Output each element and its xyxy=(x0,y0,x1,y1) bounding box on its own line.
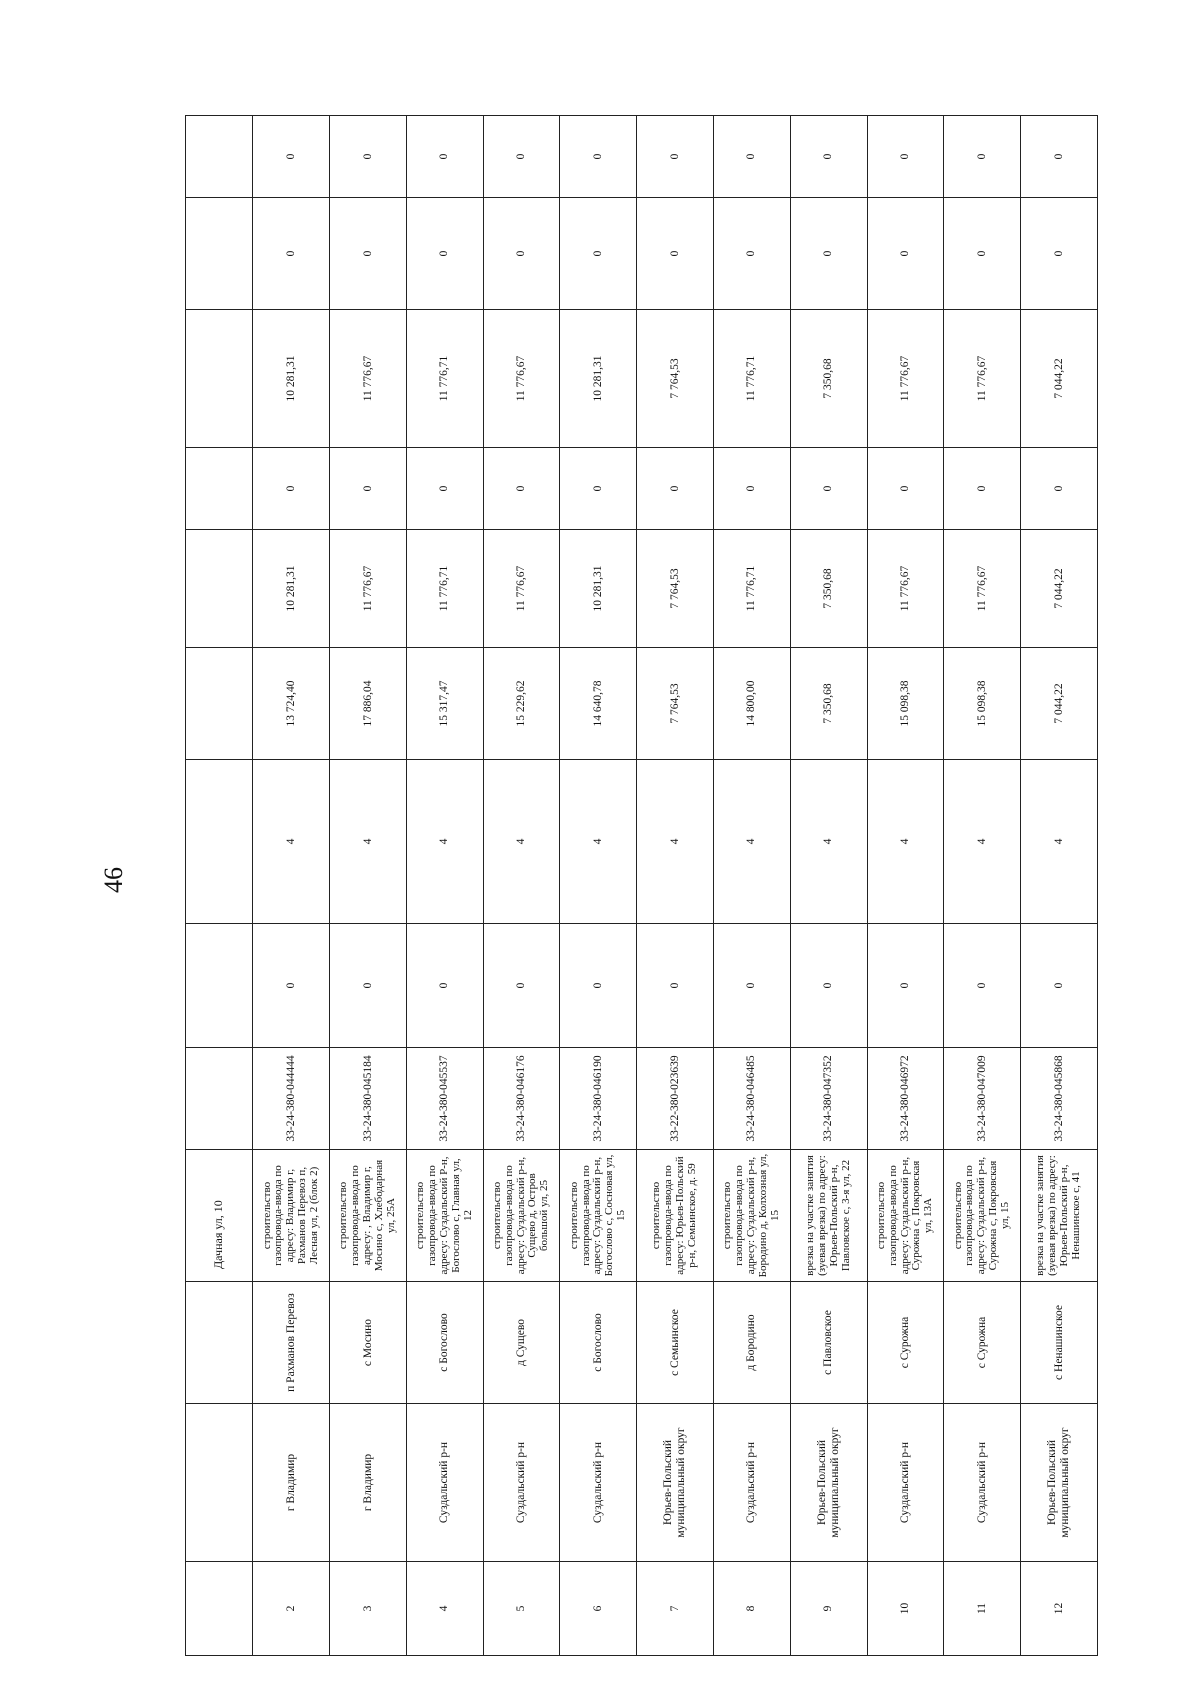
table-cell xyxy=(186,1404,253,1562)
value-cell: 0 xyxy=(253,924,330,1048)
district-cell: г Владимир xyxy=(253,1404,330,1562)
value-cell: 4 xyxy=(406,760,483,924)
document-table-rotated xyxy=(185,116,1098,1656)
value-cell: 4 xyxy=(714,760,791,924)
locality-cell: с Сурожна xyxy=(944,1282,1021,1404)
description-cell: строительство газопровода-ввода по адресу: Суздальский Р-н, Богослово с, Главная ул, 12 xyxy=(406,1150,483,1282)
cadastral-number-cell: 33-24-380-044444 xyxy=(253,1048,330,1150)
district-cell: Суздальский р-н xyxy=(560,1404,637,1562)
value-cell: 0 xyxy=(560,924,637,1048)
row-number-cell: 8 xyxy=(714,1562,791,1656)
value-cell: 0 xyxy=(483,116,560,198)
amount-cell: 14 640,78 xyxy=(560,648,637,760)
row-number-cell: 10 xyxy=(867,1562,944,1656)
table-cell xyxy=(186,924,253,1048)
locality-cell: д Сущево xyxy=(483,1282,560,1404)
value-cell: 0 xyxy=(483,198,560,310)
amount-cell: 14 800,00 xyxy=(714,648,791,760)
value-cell: 0 xyxy=(406,448,483,530)
value-cell: 0 xyxy=(944,924,1021,1048)
value-cell: 0 xyxy=(867,448,944,530)
description-cell: врезка на участке занятия (зуевая врезка) по адресу: Юрьев-Польский р-н, Павловское с, 3-я ул, 22 xyxy=(790,1150,867,1282)
value-cell: 4 xyxy=(483,760,560,924)
description-cell: строительство газопровода-ввода по адресу: Владимир г, Рахманов Перевоз п, Лесная ул, 2 (блок 2) xyxy=(253,1150,330,1282)
value-cell: 0 xyxy=(1021,924,1098,1048)
value-cell: 4 xyxy=(944,760,1021,924)
value-cell: 0 xyxy=(560,116,637,198)
table-row xyxy=(637,116,714,1656)
value-cell: 0 xyxy=(790,924,867,1048)
amount-cell: 7 764,53 xyxy=(637,310,714,448)
description-cell: строительство газопровода-ввода по адресу: Юрьев-Польский р-н, Семьинское, д. 59 xyxy=(637,1150,714,1282)
table-row xyxy=(714,116,791,1656)
table-cell xyxy=(186,310,253,448)
value-cell: 0 xyxy=(406,116,483,198)
cadastral-number-cell: 33-24-380-046190 xyxy=(560,1048,637,1150)
description-cell: строительство газопровода-ввода по адресу: Суздальский р-н, Сурожна с, Покровская ул, 15 xyxy=(944,1150,1021,1282)
cadastral-number-cell: 33-24-380-045537 xyxy=(406,1048,483,1150)
table-cell xyxy=(186,448,253,530)
value-cell: 0 xyxy=(1021,198,1098,310)
value-cell: 0 xyxy=(867,924,944,1048)
value-cell: 0 xyxy=(714,198,791,310)
description-cell: строительство газопровода-ввода по адресу: , Владимир г, Мосино с, Хлебодарная ул, 25А xyxy=(330,1150,407,1282)
amount-cell: 11 776,67 xyxy=(944,310,1021,448)
table-cell xyxy=(186,1048,253,1150)
value-cell: 0 xyxy=(330,448,407,530)
amount-cell: 7 350,68 xyxy=(790,530,867,648)
row-number-cell: 12 xyxy=(1021,1562,1098,1656)
table-cell xyxy=(186,198,253,310)
table-row xyxy=(483,116,560,1656)
table-body xyxy=(186,116,1098,1656)
value-cell: 0 xyxy=(790,448,867,530)
value-cell: 0 xyxy=(714,924,791,1048)
value-cell: 0 xyxy=(867,198,944,310)
amount-cell: 11 776,67 xyxy=(330,310,407,448)
amount-cell: 11 776,67 xyxy=(483,310,560,448)
amount-cell: 7 044,22 xyxy=(1021,530,1098,648)
district-cell: Суздальский р-н xyxy=(944,1404,1021,1562)
amount-cell: 10 281,31 xyxy=(253,310,330,448)
table-row xyxy=(253,116,330,1656)
description-cell: строительство газопровода-ввода по адресу: Суздальский р-н, Бородино д, Колхозная ул, 15 xyxy=(714,1150,791,1282)
locality-cell: с Мосино xyxy=(330,1282,407,1404)
value-cell: 0 xyxy=(483,924,560,1048)
amount-cell: 7 764,53 xyxy=(637,648,714,760)
value-cell: 4 xyxy=(253,760,330,924)
locality-cell: с Богослово xyxy=(406,1282,483,1404)
value-cell: 0 xyxy=(867,116,944,198)
row-number-cell: 11 xyxy=(944,1562,1021,1656)
cadastral-number-cell: 33-24-380-046972 xyxy=(867,1048,944,1150)
continuation-row xyxy=(186,116,253,1656)
table-row xyxy=(944,116,1021,1656)
value-cell: 0 xyxy=(637,924,714,1048)
row-number-cell: 2 xyxy=(253,1562,330,1656)
amount-cell: 13 724,40 xyxy=(253,648,330,760)
value-cell: 4 xyxy=(867,760,944,924)
table-cell xyxy=(186,116,253,198)
value-cell: 0 xyxy=(637,198,714,310)
table-cell xyxy=(186,530,253,648)
district-cell: Юрьев-Польский муниципальный округ xyxy=(790,1404,867,1562)
value-cell: 0 xyxy=(944,116,1021,198)
value-cell: 0 xyxy=(1021,448,1098,530)
table-row xyxy=(867,116,944,1656)
amount-cell: 10 281,31 xyxy=(560,530,637,648)
row-number-cell: 7 xyxy=(637,1562,714,1656)
value-cell: 0 xyxy=(790,116,867,198)
value-cell: 4 xyxy=(637,760,714,924)
row-number-cell: 4 xyxy=(406,1562,483,1656)
amount-cell: 11 776,71 xyxy=(714,310,791,448)
amount-cell: 11 776,67 xyxy=(330,530,407,648)
locality-cell: с Богослово xyxy=(560,1282,637,1404)
amount-cell: 11 776,71 xyxy=(714,530,791,648)
amount-cell: 11 776,67 xyxy=(867,530,944,648)
value-cell: 0 xyxy=(944,448,1021,530)
value-cell: 0 xyxy=(714,448,791,530)
district-cell: Суздальский р-н xyxy=(483,1404,560,1562)
amount-cell: 11 776,71 xyxy=(406,530,483,648)
value-cell: 0 xyxy=(406,924,483,1048)
table-row xyxy=(1021,116,1098,1656)
value-cell: 0 xyxy=(330,924,407,1048)
description-cell: строительство газопровода-ввода по адресу: Суздальский р-н, Сущево д, Остров большой ул, 25 xyxy=(483,1150,560,1282)
description-cell: строительство газопровода-ввода по адресу: Суздальский р-н, Богослово с, Сосновая ул, 15 xyxy=(560,1150,637,1282)
district-cell: Суздальский р-н xyxy=(867,1404,944,1562)
amount-cell: 15 229,62 xyxy=(483,648,560,760)
value-cell: 0 xyxy=(637,448,714,530)
value-cell: 0 xyxy=(253,448,330,530)
amount-cell: 15 098,38 xyxy=(944,648,1021,760)
value-cell: 4 xyxy=(560,760,637,924)
locality-cell: п Рахманов Перевоз xyxy=(253,1282,330,1404)
district-cell: Суздальский р-н xyxy=(714,1404,791,1562)
cadastral-number-cell: 33-24-380-047352 xyxy=(790,1048,867,1150)
amount-cell: 11 776,67 xyxy=(867,310,944,448)
amount-cell: 7 764,53 xyxy=(637,530,714,648)
cadastral-number-cell: 33-24-380-046176 xyxy=(483,1048,560,1150)
amount-cell: 10 281,31 xyxy=(253,530,330,648)
value-cell: 4 xyxy=(1021,760,1098,924)
cadastral-number-cell: 33-22-380-023639 xyxy=(637,1048,714,1150)
table-cell xyxy=(186,1282,253,1404)
page-number: 46 xyxy=(99,867,128,893)
description-cell: строительство газопровода-ввода по адресу: Суздальский р-н, Сурожна с, Покровская ул, 13А xyxy=(867,1150,944,1282)
value-cell: 4 xyxy=(330,760,407,924)
value-cell: 0 xyxy=(637,116,714,198)
table-row xyxy=(790,116,867,1656)
amount-cell: 11 776,67 xyxy=(483,530,560,648)
district-cell: Юрьев-Польский муниципальный округ xyxy=(637,1404,714,1562)
value-cell: 0 xyxy=(790,198,867,310)
amount-cell: 15 317,47 xyxy=(406,648,483,760)
value-cell: 0 xyxy=(483,448,560,530)
value-cell: 0 xyxy=(253,116,330,198)
locality-cell: с Сурожна xyxy=(867,1282,944,1404)
row-number-cell: 3 xyxy=(330,1562,407,1656)
value-cell: 0 xyxy=(560,198,637,310)
value-cell: 0 xyxy=(1021,116,1098,198)
row-number-cell: 9 xyxy=(790,1562,867,1656)
table-row xyxy=(560,116,637,1656)
amount-cell: 11 776,67 xyxy=(944,530,1021,648)
locality-cell: с Ненашинское xyxy=(1021,1282,1098,1404)
table-cell xyxy=(186,1562,253,1656)
district-cell: Юрьев-Польский муниципальный округ xyxy=(1021,1404,1098,1562)
value-cell: 0 xyxy=(406,198,483,310)
amount-cell: 7 044,22 xyxy=(1021,310,1098,448)
table-cell xyxy=(186,760,253,924)
row-number-cell: 6 xyxy=(560,1562,637,1656)
cadastral-number-cell: 33-24-380-046485 xyxy=(714,1048,791,1150)
document-table xyxy=(185,115,1098,1656)
value-cell: 0 xyxy=(253,198,330,310)
value-cell: 0 xyxy=(944,198,1021,310)
table-row xyxy=(406,116,483,1656)
amount-cell: 7 350,68 xyxy=(790,310,867,448)
value-cell: 0 xyxy=(330,198,407,310)
locality-cell: д Бородино xyxy=(714,1282,791,1404)
locality-cell: с Семьинское xyxy=(637,1282,714,1404)
amount-cell: 17 886,04 xyxy=(330,648,407,760)
locality-cell: с Павловское xyxy=(790,1282,867,1404)
cadastral-number-cell: 33-24-380-047009 xyxy=(944,1048,1021,1150)
cadastral-number-cell: 33-24-380-045184 xyxy=(330,1048,407,1150)
value-cell: 0 xyxy=(330,116,407,198)
value-cell: 0 xyxy=(714,116,791,198)
amount-cell: 7 044,22 xyxy=(1021,648,1098,760)
amount-cell: 7 350,68 xyxy=(790,648,867,760)
cadastral-number-cell: 33-24-380-045868 xyxy=(1021,1048,1098,1150)
value-cell: 4 xyxy=(790,760,867,924)
description-cell: врезка на участке занятия (зуевая врезка) по адресу: Юрьев-Польский р-н, Ненашинское с, 41 xyxy=(1021,1150,1098,1282)
amount-cell: 11 776,71 xyxy=(406,310,483,448)
table-cell xyxy=(186,648,253,760)
row-number-cell: 5 xyxy=(483,1562,560,1656)
value-cell: 0 xyxy=(560,448,637,530)
amount-cell: 10 281,31 xyxy=(560,310,637,448)
continuation-text: Дачная ул, 10 xyxy=(186,1150,253,1282)
district-cell: г Владимир xyxy=(330,1404,407,1562)
table-row xyxy=(330,116,407,1656)
district-cell: Суздальский р-н xyxy=(406,1404,483,1562)
amount-cell: 15 098,38 xyxy=(867,648,944,760)
